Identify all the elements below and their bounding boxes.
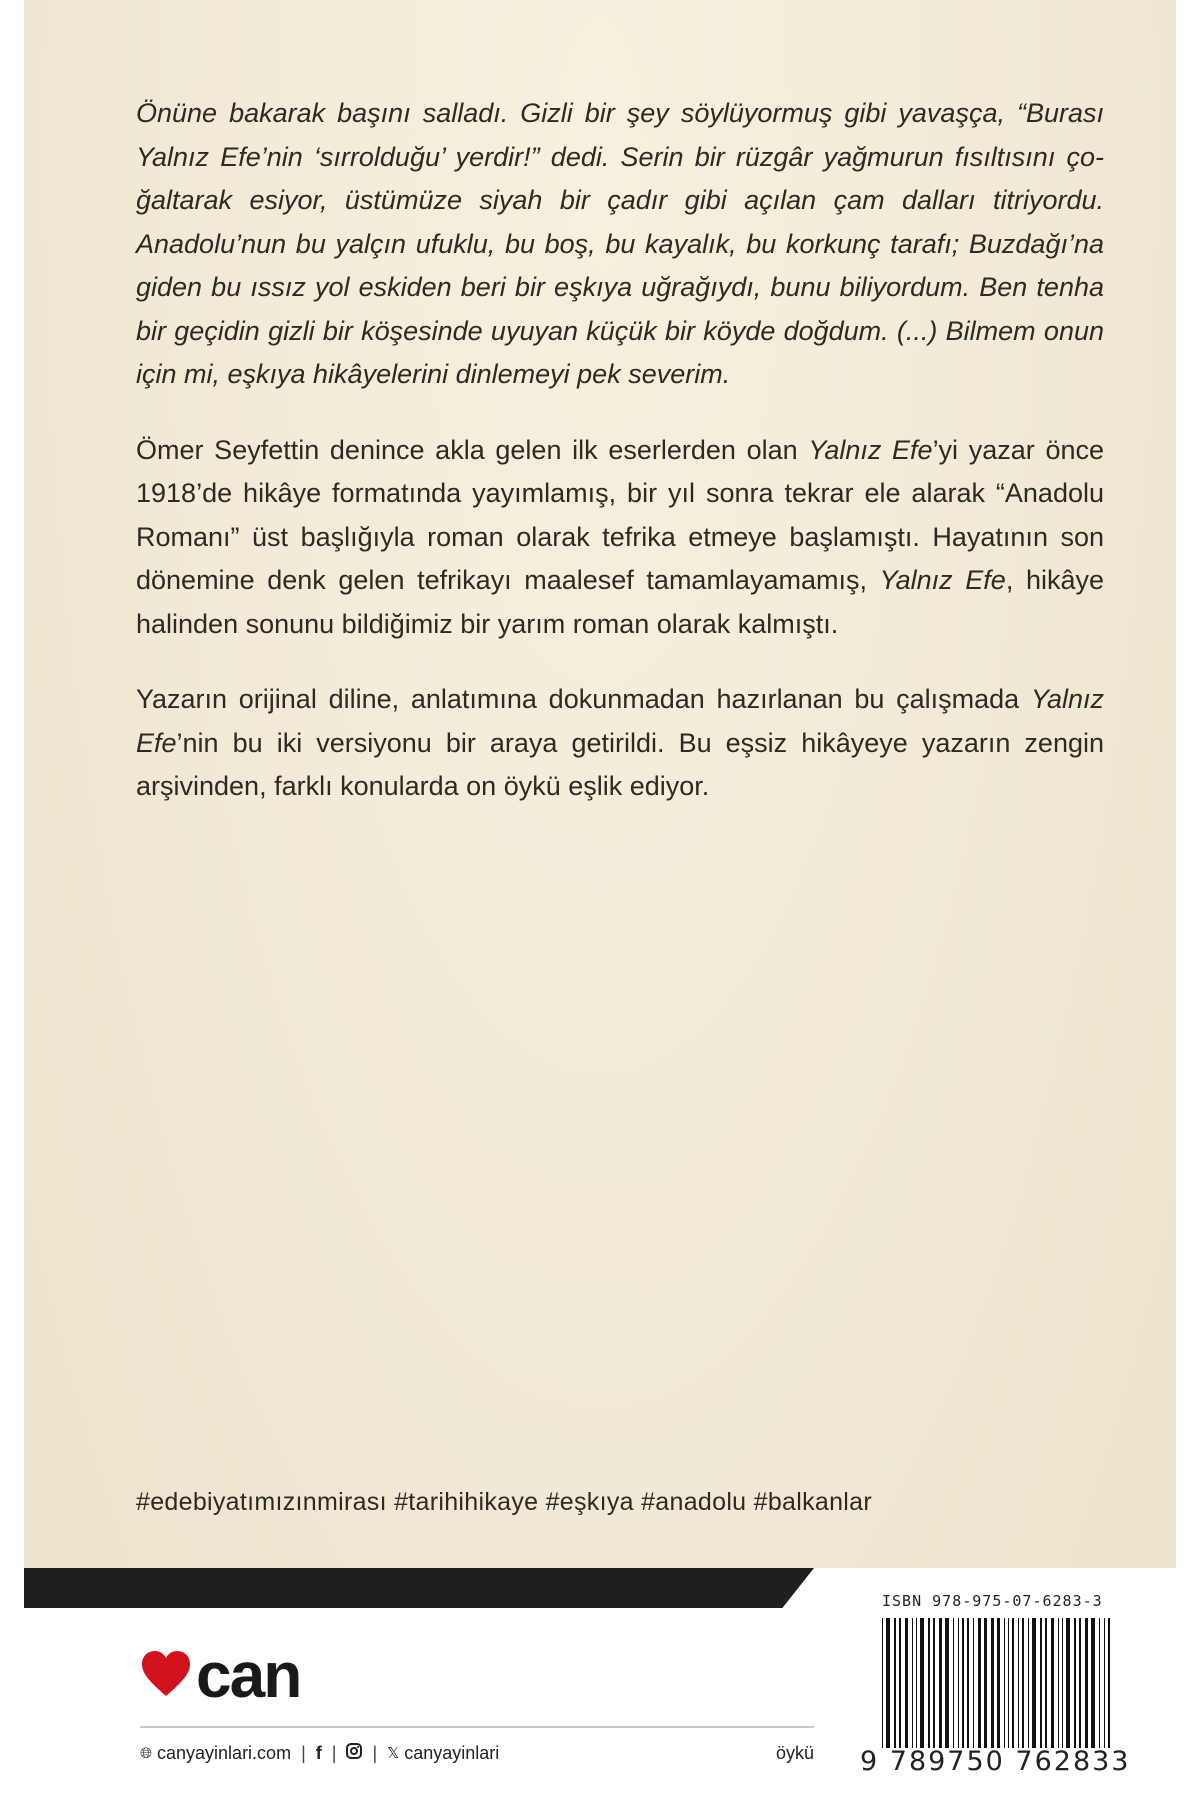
barcode-bar [1032, 1618, 1036, 1748]
barcode-bar [899, 1618, 901, 1748]
barcode-bar [1018, 1618, 1019, 1748]
separator: | [372, 1742, 378, 1763]
x-handle-link[interactable]: canyayinlari [404, 1742, 500, 1763]
barcode-bar [958, 1618, 959, 1748]
heart-icon [140, 1650, 192, 1698]
globe-icon: 🌐︎ [140, 1744, 153, 1762]
book-title-italic: Yalnız Efe [879, 565, 1006, 595]
isbn-digits: 9 789750 762833 [860, 1746, 1131, 1777]
book-title-italic: Yalnız Efe [808, 434, 933, 465]
blurb [136, 92, 1104, 841]
barcode-bar [1091, 1618, 1095, 1748]
barcode-bar [953, 1618, 954, 1748]
book-title-italic: Yalnız Efe [136, 684, 1104, 758]
barcode-bar [933, 1618, 935, 1748]
barcode-bar [1012, 1618, 1014, 1748]
barcode-bar [967, 1618, 969, 1748]
logo-wordmark: can [196, 1639, 301, 1711]
barcode-bar [1066, 1618, 1070, 1748]
blurb-paragraph-3: Yazarın orijinal diline, anlatımına dokunmadan hazırlanan bu çalışmada Yalnız Efe’nin bu iki versiyonu bir araya getirildi. Bu eşsiz hikâyeye yazarın zengin arşivinden, farklı konularda on öykü eşlik ediyor. [136, 684, 1104, 801]
genre-label: öykü [775, 1742, 814, 1763]
barcode-bar [1058, 1618, 1059, 1748]
barcode-bar [1022, 1618, 1024, 1748]
barcode-bar [1051, 1618, 1054, 1748]
barcode-bar [928, 1618, 930, 1748]
barcode-bar [973, 1618, 974, 1748]
separator: | [331, 1742, 337, 1763]
barcode-bar [920, 1618, 924, 1748]
barcode-bar [1028, 1618, 1029, 1748]
barcode [880, 1618, 1116, 1748]
barcode-bar [1045, 1618, 1047, 1748]
barcode-bar [978, 1618, 981, 1748]
barcode-bar [886, 1618, 890, 1748]
barcode-bar [912, 1618, 913, 1748]
barcode-bar [894, 1618, 896, 1748]
barcode-bar [1085, 1618, 1088, 1748]
black-stripe [24, 1568, 814, 1608]
barcode-bar [882, 1618, 883, 1748]
publisher-logo [140, 1639, 340, 1711]
instagram-icon[interactable] [346, 1743, 362, 1764]
barcode-bar [916, 1618, 917, 1748]
barcode-bar [1104, 1618, 1105, 1748]
barcode-bar [1008, 1618, 1009, 1748]
barcode-bar [905, 1618, 908, 1748]
barcode-bar [1040, 1618, 1042, 1748]
barcode-bar [1004, 1618, 1005, 1748]
footer-divider [140, 1726, 814, 1728]
barcode-bar [1074, 1618, 1076, 1748]
barcode-bar [1108, 1618, 1110, 1748]
barcode-bar [945, 1618, 949, 1748]
barcode-bar [991, 1618, 994, 1748]
barcode-bar [1079, 1618, 1081, 1748]
barcode-bar [939, 1618, 942, 1748]
publisher-footer [140, 1740, 814, 1766]
barcode-bar [997, 1618, 1000, 1748]
excerpt-quote: Önüne bakarak başını salladı. Gizli bir şey söylüyormuş gibi yavaşça, “Burası Yalnız Efe’nin ‘sırrolduğu’ yerdir!” dedi. Serin bir rüzgâr yağmurun fısıltısını çoğaltarak esiyor, üstümüze siyah bir çadır gibi açılan çam dalları titriyordu. Anadolu’nun bu yalçın ufuklu, bu boş, bu kayalık, bu korkunç tarafı; Buzdağı’na giden bu ıssız yol eskiden beri bir eşkıya uğrağıydı, bunu biliyordum. Ben tenha bir geçidin gizli bir köşesinde uyuyan küçük bir köyde doğdum. (...) Bilmem onun için mi, eşkıya hikâyelerini dinlemeyi pek severim. [136, 98, 1104, 389]
back-cover [24, 0, 1176, 1800]
isbn-label: ISBN 978-975-07-6283-3 [882, 1592, 1103, 1610]
facebook-icon[interactable]: f [315, 1742, 322, 1763]
website-link[interactable]: canyayinlari.com [157, 1742, 292, 1763]
barcode-bar [1099, 1618, 1100, 1748]
barcode-bar [984, 1618, 987, 1748]
barcode-bar [1062, 1618, 1063, 1748]
separator: | [301, 1742, 306, 1763]
barcode-bar [962, 1618, 964, 1748]
hashtags: #edebiyatımızınmirası #tarihihikaye #eşkıya #anadolu #balkanlar [136, 1488, 872, 1516]
x-icon[interactable]: 𝕏 [387, 1745, 400, 1762]
blurb-paragraph-2: Ömer Seyfettin denince akla gelen ilk eserlerden olan Yalnız Efe’yi yazar önce 1918’de hikâye formatında yayımlamış, bir yıl sonra tekrar ele alarak “Anadolu Romanı” üst başlığıyla roman olarak tefrika etmeye başlamıştı. Hayatının son dönemine denk gelen tefrikayı maalesef tamamlayamamış, Yalnız Efe, hikâye halinden sonunu bildiğimiz bir yarım roman olarak kalmıştı. [136, 434, 1104, 639]
